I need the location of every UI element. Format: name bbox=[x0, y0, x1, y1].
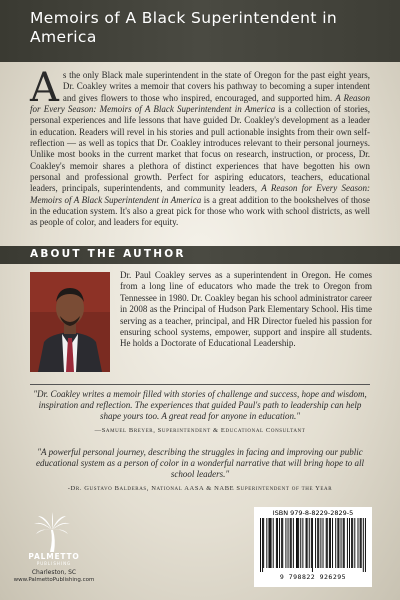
barcode-bar bbox=[318, 518, 319, 568]
barcode-bar bbox=[349, 518, 350, 568]
book-description bbox=[30, 65, 371, 229]
barcode-bar bbox=[270, 518, 271, 568]
barcode-bar bbox=[344, 518, 345, 568]
barcode-bar bbox=[326, 518, 327, 568]
barcode-digits: 9 798822 926295 bbox=[279, 573, 347, 581]
barcode-bar bbox=[285, 518, 286, 568]
barcode-bar bbox=[290, 518, 291, 568]
barcode-bar bbox=[337, 518, 338, 568]
barcode-bar bbox=[329, 518, 330, 568]
barcode-bar bbox=[338, 518, 339, 568]
barcode-bar bbox=[360, 518, 361, 568]
barcode-bar bbox=[266, 518, 267, 568]
barcode-bar bbox=[343, 518, 344, 568]
barcode-bar bbox=[297, 518, 298, 568]
testimonial-text: "A powerful personal journey, describing the struggles in facing and improving our public educational system as a person of color in a wonderful narrative that will bring hope to all school leaders." bbox=[36, 447, 364, 480]
barcode-bar bbox=[293, 518, 294, 568]
book-title-italic: A Reason for Every Season: Memoirs of A Black Superintendent in America bbox=[30, 183, 371, 205]
barcode-bar bbox=[361, 518, 362, 568]
barcode-bar bbox=[365, 518, 366, 572]
barcode-icon bbox=[260, 518, 366, 572]
barcode-bar bbox=[315, 518, 316, 568]
barcode-bar bbox=[302, 518, 303, 568]
drop-cap: A bbox=[30, 65, 59, 111]
barcode-bar bbox=[276, 518, 277, 568]
barcode-bar bbox=[317, 518, 318, 568]
about-heading: ABOUT THE AUTHOR bbox=[30, 248, 186, 260]
barcode-bar bbox=[291, 518, 292, 568]
description-text-2: is a collection of stories, personal experiences and life lessons that have guided Dr. Coakley's development as a leader in education. Readers will revel in his stories and pull actionable insights from their own self-reflection — as well as topics that Dr. Coakley introduces relevant to their personal journeys. Unlike most books in the current market that focus on research, instruction, or process, Dr. Coakley's memoir shares a plethora of distinct experiences that have begotten his own personal and professional growth. Perfect for aspiring educators, teachers, educational leaders, principals, superintendents, and community leaders, bbox=[30, 104, 370, 194]
barcode-bar bbox=[273, 518, 274, 568]
barcode-bar bbox=[330, 518, 331, 568]
barcode-bar bbox=[281, 518, 282, 568]
description-text-1: s the only Black male superintendent in the state of Oregon for the past eight years, Dr. Coakley writes a memoir that covers his pathway to becoming a super intendent and gives flowers to those who inspired, encouraged, and supported him. bbox=[62, 70, 370, 103]
barcode-bar bbox=[260, 518, 261, 572]
barcode-bar bbox=[279, 518, 280, 568]
publisher-sub: PUBLISHING bbox=[36, 561, 72, 566]
barcode-bar bbox=[341, 518, 342, 568]
testimonial-attribution: —Samuel Breyer, Superintendent & Educational Consultant bbox=[94, 426, 306, 434]
barcode-bar bbox=[271, 518, 272, 568]
barcode-bar bbox=[300, 518, 301, 568]
barcode-bar bbox=[311, 518, 312, 568]
isbn-label: ISBN 979-8-8229-2829-5 bbox=[272, 509, 354, 517]
barcode-bar bbox=[363, 518, 364, 572]
publisher-name: PALMETTO bbox=[28, 552, 80, 561]
barcode-bar bbox=[277, 518, 278, 568]
barcode-bar bbox=[358, 518, 359, 568]
barcode-bar bbox=[320, 518, 321, 568]
palm-tree-icon bbox=[32, 512, 72, 552]
barcode-bar bbox=[323, 518, 324, 568]
testimonial-attribution: -Dr. Gustavo Balderas, National AASA & NABE Superintendent of the Year bbox=[67, 484, 333, 492]
barcode-bar bbox=[327, 518, 328, 568]
testimonial-2 bbox=[30, 447, 370, 494]
barcode-bar bbox=[262, 518, 263, 572]
barcode-bar bbox=[332, 518, 333, 568]
description-text-3: is a great addition to the bookshelves of those in the education system. It's also a great pick for those who work with school districts, as well as people of color, and leaders for equity. bbox=[30, 194, 370, 228]
barcode-bar bbox=[354, 518, 355, 568]
barcode-bar bbox=[347, 518, 348, 568]
barcode-bar bbox=[312, 518, 313, 572]
barcode-bar bbox=[268, 518, 269, 568]
book-title-italic: A Reason for Every Season: Memoirs of A Black Superintendent in America bbox=[30, 92, 370, 115]
barcode-bar bbox=[298, 518, 299, 568]
barcode-bar bbox=[351, 518, 352, 568]
barcode-bar bbox=[335, 518, 336, 568]
divider bbox=[30, 384, 370, 385]
barcode-bar bbox=[306, 518, 307, 568]
publisher-city: Charleston, SC bbox=[31, 569, 77, 576]
publisher-url: www.PalmettoPublishing.com bbox=[13, 577, 95, 583]
barcode-bar bbox=[263, 518, 264, 568]
author-bio: Dr. Paul Coakley serves as a superintendent in Oregon. He comes from a long line of educators who made the trek to Oregon from Tennessee in 1980. Dr. Coakley began his school administrator career in 2008 as the Principal of Hudson Park Elementary School. His time serving as a teacher, principal, and HR Director fueled his passion for ensuring school systems, empower, support and inspire all students. He holds a Doctorate of Educational Leadership. bbox=[120, 270, 372, 349]
testimonial-text: "Dr. Coakley writes a memoir filled with stories of challenge and success, hope and wisdom, inspiration and reflection. The experiences that guided Paul's path to leadership can help shape yours too. A great read for anyone in education." bbox=[33, 389, 367, 422]
barcode-box bbox=[254, 507, 372, 587]
barcode-bar bbox=[307, 518, 308, 568]
author-photo bbox=[30, 272, 110, 372]
barcode-bar bbox=[352, 518, 353, 568]
barcode-bar bbox=[296, 518, 297, 568]
barcode-bar bbox=[282, 518, 283, 568]
barcode-bar bbox=[288, 518, 289, 568]
book-subtitle: Memoirs of A Black Superintendent in America bbox=[30, 9, 338, 46]
testimonial-1 bbox=[30, 389, 370, 436]
barcode-bar bbox=[309, 518, 310, 568]
